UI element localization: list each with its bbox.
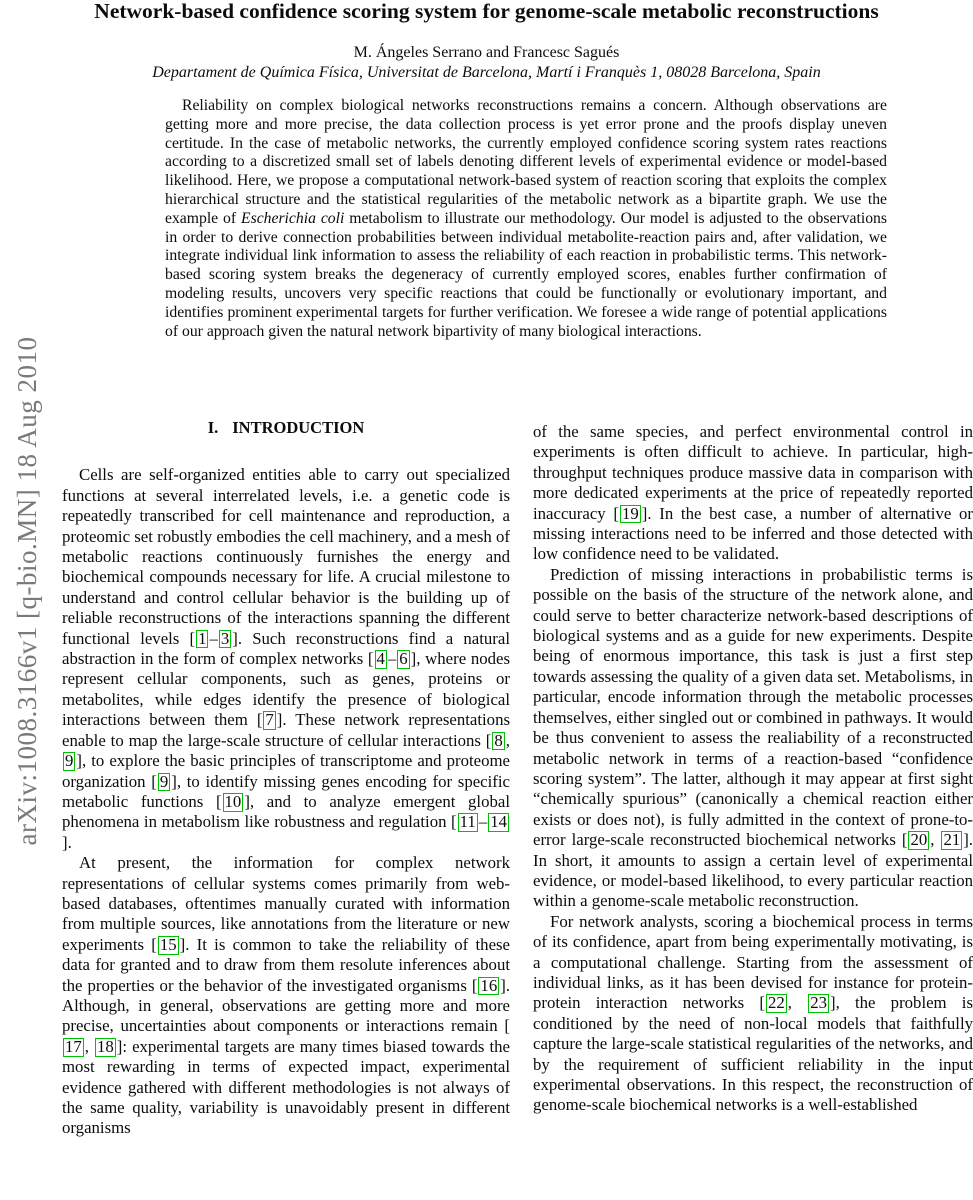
citation-link[interactable]: 23 — [810, 993, 827, 1013]
citation-link[interactable]: 19 — [621, 503, 639, 523]
citation-link[interactable]: 6 — [399, 649, 408, 669]
authors-line: M. Ángeles Serrano and Francesc Sagués — [353, 44, 620, 62]
left-column — [62, 416, 510, 1139]
citation-link[interactable]: 4 — [376, 649, 385, 669]
citation-link[interactable]: 22 — [768, 993, 785, 1013]
citation-link[interactable]: 16 — [480, 975, 498, 995]
citation-link[interactable]: 1 — [198, 628, 207, 648]
section-title: INTRODUCTION — [232, 418, 365, 437]
section-heading-introduction — [62, 418, 510, 438]
citation-link[interactable]: 11 — [459, 812, 476, 832]
citation-link[interactable]: 20 — [910, 830, 928, 850]
paragraph: At present, the information for complex network representations of cellular systems comes primarily from web-based databases, oftentimes manually curated with information from multiple sources, like annotations from the literature or new experiments [ 15 ]. It is common to take the reliability of these data for granted and to draw from them resolute inferences about the properties or the behavior of the investigated organisms [ 16 ]. Although, in general, observations are getting more and more precise, uncertainties about components or interactions remain [17 , 18 ]: experimental targets are many times biased towards the most rewarding in terms of expected impact, experimental evidence gathered with different methodologies is not always of the same quality, variability is unavoidably present in different organisms — [62, 853, 510, 1138]
citation-link[interactable]: 9 — [159, 771, 169, 791]
body-columns — [62, 416, 973, 1139]
citation-link[interactable]: 17 — [65, 1036, 82, 1056]
citation-link[interactable]: 10 — [224, 791, 242, 811]
citation-link[interactable]: 14 — [490, 812, 507, 832]
citation-link[interactable]: 7 — [265, 710, 274, 730]
citation-link[interactable]: 15 — [159, 934, 177, 954]
paper-header — [0, 0, 973, 82]
paragraph: Prediction of missing interactions in probabilistic terms is possible on the basis of the structure of the network alone, and could serve to better characterize network-based descriptions of biological systems and as a guide for new experiments. Despite being of enormous importance, this task is just a first step towards assessing the quality of a given data set. Metabolisms, in particular, encode information through the metabolic processes themselves, either singled out or combined in pathways. It would be thus convenient to assess the realiability of a reconstructed metabolic network in terms of a reaction-based “confidence scoring system”. The latter, although it may appear at first sight “chemically spurious” (canonically a chemical reaction either exists or does not), is fully admitted in the context of prone-to-error large-scale reconstructed biochemical networks [ 20 , 21 ]. In short, it amounts to assign a certain level of experimental evidence, or model-based likelihood, to every particular reaction within a genome-scale metabolic reconstruction. — [533, 564, 973, 911]
citation-link[interactable]: 8 — [494, 730, 503, 750]
citation-link[interactable]: 18 — [97, 1036, 114, 1056]
arxiv-watermark: arXiv:1008.3166v1 [q-bio.MN] 18 Aug 2010 — [12, 336, 42, 846]
paper-title: Network-based confidence scoring system for genome-scale metabolic reconstructions — [94, 0, 879, 23]
right-column — [533, 416, 973, 1139]
citation-link[interactable]: 3 — [220, 628, 230, 648]
paragraph: of the same species, and perfect environmental control in experiments is often difficult to achieve. In particular, high-throughput techniques produce massive data in comparison with more dedicated experiments at the price of repeatedly reported inaccuracy [ 19 ]. In the best case, a number of alternative or missing interactions need to be inferred and those detected with low confidence need to be validated. — [533, 422, 973, 564]
citation-link[interactable]: 9 — [65, 751, 74, 771]
paragraph: Cells are self-organized entities able to carry out specialized functions at several interrelated levels, i.e. a genetic code is repeatedly transcribed for cell maintenance and reproduction, a proteomic set robustly embodies the cell machinery, and a mesh of metabolic reactions continuously furnishes the energy and biochemical compounds necessary for life. A crucial milestone to understand and control cellular behavior is the building up of reliable reconstructions of the interactions spanning the different functional levels [ 1 – 3 ]. Such reconstructions find a natural abstraction in the form of complex networks [ 4 – 6 ], where nodes represent cellular components, such as genes, proteins or metabolites, while edges identify the presence of biological interactions between them [ 7 ]. These network representations enable to map the large-scale structure of cellular interactions [ 8 , 9 ], to explore the basic principles of transcriptome and proteome organization [ 9 ], to identify missing genes encoding for specific metabolic functions [ 10 ], and to analyze emergent global phenomena in metabolism like robustness and regulation [ 11 – 14]. — [62, 465, 511, 852]
abstract-block — [165, 97, 887, 341]
affiliation-line: Departament de Química Física, Universitat de Barcelona, Martí i Franquès 1, 08028 Barcelona, Spain — [152, 64, 821, 82]
citation-link[interactable]: 21 — [943, 830, 961, 850]
section-number: I. — [207, 418, 219, 437]
paragraph: For network analysts, scoring a biochemical process in terms of its confidence, apart from being experimentally motivating, is a computational challenge. Starting from the assessment of individual links, as it has been devised for instance for protein-protein interaction networks [ 22 , 23 ], the problem is conditioned by the need of non-local models that faithfully capture the large-scale statistical regularities of the networks, and by the requirement of sufficient reliability in the input experimental observations. In this respect, the reconstruction of genome-scale biochemical networks is a well-established — [533, 911, 973, 1115]
abstract-text: Reliability on complex biological networks reconstructions remains a concern. Although observations are getting more and more precise, the data collection process is yet error prone and the proofs display uneven certitude. In the case of metabolic networks, the currently employed confidence scoring system rates reactions according to a discretized small set of labels denoting different levels of experimental evidence or model-based likelihood. Here, we propose a computational network-based system of reaction scoring that exploits the complex hierarchical structure and the statistical regularities of the metabolic network as a bipartite graph. We use the example of Escherichia coli metabolism to illustrate our methodology. Our model is adjusted to the observations in order to derive connection probabilities between individual metabolite-reaction pairs and, after validation, we integrate individual link information to assess the reliability of each reaction in probabilistic terms. This network-based scoring system breaks the degeneracy of currently employed scores, enables further confirmation of modeling results, uncovers very specific reactions that could be functionally or evolutionary important, and identifies prominent experimental targets for further verification. We foresee a wide range of potential applications of our approach given the natural network bipartivity of many biological interactions. — [165, 97, 887, 340]
